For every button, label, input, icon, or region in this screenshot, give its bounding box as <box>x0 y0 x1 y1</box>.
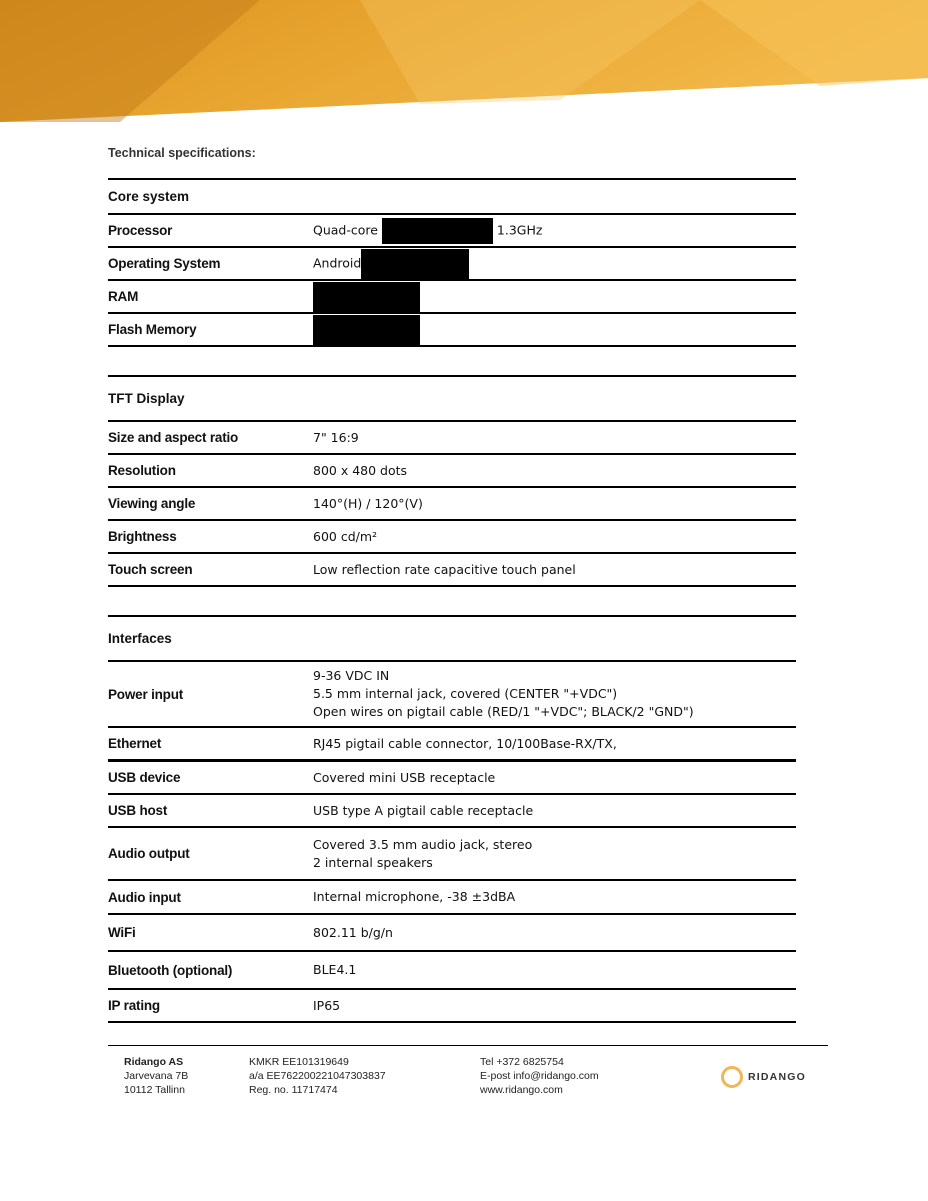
section-title: Core system <box>108 178 796 213</box>
footer-divider <box>108 1045 828 1046</box>
spec-value: USB type A pigtail cable receptacle <box>313 802 534 818</box>
spec-label: RAM <box>108 289 139 304</box>
spec-label: Flash Memory <box>108 322 197 337</box>
spec-row-os <box>108 246 796 279</box>
spec-value <box>313 315 796 345</box>
spec-value: 7" 16:9 <box>313 429 359 445</box>
spec-row-processor <box>108 213 796 246</box>
spec-row-audio-input <box>108 879 796 913</box>
spec-row-flash <box>108 312 796 345</box>
footer-company: Ridango AS Jarvevana 7B 10112 Tallinn <box>124 1056 189 1096</box>
spec-label: Audio input <box>108 889 181 905</box>
section-divider <box>108 345 796 347</box>
spec-label: USB device <box>108 770 181 785</box>
spec-label: USB host <box>108 803 168 818</box>
interfaces-section <box>108 615 796 1023</box>
spec-value <box>313 282 796 312</box>
spec-value: 140°(H) / 120°(V) <box>313 495 423 511</box>
spec-value: BLE4.1 <box>313 962 357 977</box>
spec-label: IP rating <box>108 998 160 1013</box>
redaction-box <box>382 218 493 244</box>
spec-row-resolution <box>108 453 796 486</box>
spec-value: IP65 <box>313 997 341 1013</box>
spec-row-bluetooth <box>108 950 796 988</box>
spec-row-ethernet <box>108 726 796 759</box>
section-title: TFT Display <box>108 375 796 420</box>
footer-contact: Tel +372 6825754 E-post info@ridango.com www.ridango.com <box>480 1056 599 1096</box>
section-divider <box>108 1021 796 1023</box>
spec-value: Covered 3.5 mm audio jack, stereo 2 internal speakers <box>313 836 533 870</box>
redaction-box <box>361 249 469 279</box>
section-title: Interfaces <box>108 615 796 660</box>
footer-registry: KMKR EE101319649 a/a EE762200221047303837 Reg. no. 11717474 <box>249 1056 386 1096</box>
spec-label: WiFi <box>108 925 136 940</box>
core-system-section <box>108 178 796 347</box>
spec-row-ram <box>108 279 796 312</box>
section-divider <box>108 585 796 587</box>
spec-label: Operating System <box>108 256 221 271</box>
spec-value: Internal microphone, -38 ±3dBA <box>313 889 516 904</box>
logo-ring-icon <box>721 1066 743 1088</box>
spec-value: RJ45 pigtail cable connector, 10/100Base-RX/TX, <box>313 735 617 751</box>
spec-value: 800 x 480 dots <box>313 462 408 478</box>
spec-label: Processor <box>108 223 173 238</box>
spec-label: Touch screen <box>108 562 193 577</box>
spec-label: Resolution <box>108 463 176 478</box>
spec-value: Android <box>313 249 796 279</box>
intro-heading: Technical specifications: <box>108 146 256 160</box>
spec-value: 600 cd/m² <box>313 528 378 544</box>
spec-value: Covered mini USB receptacle <box>313 769 496 785</box>
spec-row-touch-screen <box>108 552 796 585</box>
spec-value: 802.11 b/g/n <box>313 924 393 940</box>
spec-label: Ethernet <box>108 736 162 751</box>
spec-row-usb-device <box>108 759 796 793</box>
spec-row-viewing-angle <box>108 486 796 519</box>
spec-row-power-input <box>108 660 796 726</box>
spec-value: 9-36 VDC IN 5.5 mm internal jack, covered (CENTER "+VDC") Open wires on pigtail cable (RED/1 "+VDC"; BLACK/2 "GND") <box>313 668 694 719</box>
redaction-box <box>313 282 420 312</box>
spec-row-size <box>108 420 796 453</box>
spec-label: Viewing angle <box>108 496 196 511</box>
spec-row-brightness <box>108 519 796 552</box>
spec-row-wifi <box>108 913 796 950</box>
spec-label: Power input <box>108 686 184 702</box>
spec-label: Size and aspect ratio <box>108 430 239 445</box>
spec-label: Brightness <box>108 529 177 544</box>
spec-row-ip-rating <box>108 988 796 1021</box>
spec-value: Quad-core 1.3GHz <box>313 218 796 244</box>
spec-label: Bluetooth (optional) <box>108 962 233 978</box>
ridango-logo: RIDANGO <box>721 1066 806 1088</box>
spec-label: Audio output <box>108 846 190 861</box>
redaction-box <box>313 315 420 345</box>
spec-row-audio-output <box>108 826 796 879</box>
spec-value: Low reflection rate capacitive touch panel <box>313 561 576 577</box>
tft-display-section <box>108 375 796 587</box>
header-banner <box>0 0 928 130</box>
spec-row-usb-host <box>108 793 796 826</box>
